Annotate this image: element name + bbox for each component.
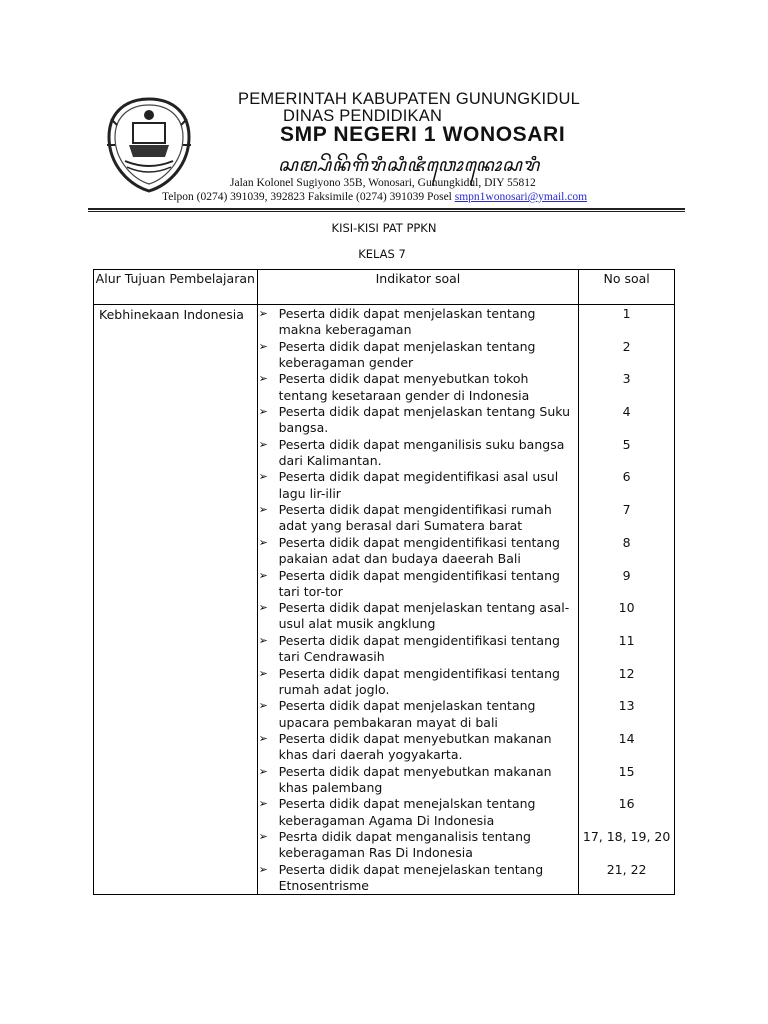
indicator-item [258,404,579,437]
contact-phone: Telpon (0274) 391039, 392823 Faksimile (0274) 391039 Posel [162,191,452,203]
javanese-script-name: ꦱꦩ꧀ꦥꦼꦤꦼꦒꦼꦫꦶꦱꦶꦗꦶꦮꦺꦴꦤꦺꦴꦱꦫꦶ [278,155,541,176]
question-number: 15 [618,763,635,779]
indicator-item [258,502,579,535]
arrow-bullet-icon: ➢ [258,764,268,778]
question-number: 14 [618,730,635,746]
regency-emblem-logo [103,95,195,195]
indicator-item [258,862,579,895]
indicator-list [258,305,579,894]
arrow-bullet-icon: ➢ [258,568,268,582]
class-label: KELAS 7 [358,247,406,261]
indicator-item [258,469,579,502]
arrow-bullet-icon: ➢ [258,307,268,320]
indicator-item [258,437,579,470]
indicator-text: Peserta didik dapat megidentifikasi asal usul lagu lir-ilir [278,469,559,501]
header-question-number: No soal [579,270,675,305]
number-cell [579,305,675,895]
indicator-item [258,568,579,601]
indicator-item [258,600,579,633]
question-number: 16 [618,796,635,812]
question-number: 21, 22 [606,861,647,877]
indicator-cell [257,305,579,895]
letterhead-rule-thin [88,211,685,212]
indicator-text: Peserta didik dapat menjelaskan tentang asal-usul alat musik angklung [278,600,570,632]
question-number: 9 [622,567,631,583]
indicator-item [258,633,579,666]
question-number: 17, 18, 19, 20 [582,829,671,844]
arrow-bullet-icon: ➢ [258,339,268,353]
email-link[interactable]: smpn1wonosari@ymail.com [454,191,588,203]
question-number: 5 [622,436,631,452]
question-number: 8 [622,534,631,550]
question-number: 11 [618,632,635,648]
question-number: 13 [618,698,635,714]
indicator-text: Peserta didik dapat menjelaskan tentang keberagaman gender [278,338,536,370]
arrow-bullet-icon: ➢ [258,372,268,386]
indicator-text: Peserta didik dapat menejelaskan tentang Etnosentrisme [278,861,544,893]
indicator-item [258,306,579,339]
indicator-item [258,339,579,372]
school-name: SMP NEGERI 1 WONOSARI [280,123,566,146]
department-name: DINAS PENDIDIKAN [283,107,443,125]
topic-label: Kebhinekaan Indonesia [99,307,244,322]
indicator-item [258,666,579,699]
letterhead-rule-thick [88,208,685,210]
school-address: Jalan Kolonel Sugiyono 35B, Wonosari, Gunungkidul, DIY 55812 [230,177,536,189]
indicator-text: Peserta didik dapat menyebutkan tokoh tentang kesetaraan gender di Indonesia [278,371,530,403]
school-contact [162,191,587,203]
arrow-bullet-icon: ➢ [258,666,268,680]
document-title: KISI-KISI PAT PPKN [331,221,437,235]
arrow-bullet-icon: ➢ [258,405,268,419]
topic-cell [94,305,258,895]
question-number: 12 [618,665,635,681]
arrow-bullet-icon: ➢ [258,633,268,647]
indicator-text: Peserta didik dapat menyebutkan makanan khas palembang [278,763,552,795]
indicator-text: Peserta didik dapat mengidentifikasi tentang tari Cendrawasih [278,632,560,665]
header-indicator: Indikator soal [257,270,579,305]
question-number-list [579,305,674,894]
indicator-text: Peserta didik dapat menejalskan tentang keberagaman Agama Di Indonesia [278,796,536,828]
arrow-bullet-icon: ➢ [258,503,268,517]
header-learning-path: Alur Tujuan Pembelajaran [94,270,258,305]
indicator-item [258,371,579,404]
arrow-bullet-icon: ➢ [258,437,268,451]
question-number: 3 [622,371,631,387]
question-number: 7 [622,502,631,518]
indicator-text: Peserta didik dapat menjelaskan tentang Suku bangsa. [278,404,571,436]
indicator-text: Peserta didik dapat menyebutkan makanan khas dari daerah yogyakarta. [278,730,552,763]
indicator-item [258,731,579,764]
government-name: PEMERINTAH KABUPATEN GUNUNGKIDUL [238,90,580,108]
indicator-text: Peserta didik dapat mengidentifikasi tentang rumah adat joglo. [278,665,560,697]
indicator-text: Peserta didik dapat mengidentifikasi tentang tari tor-tor [278,567,560,599]
arrow-bullet-icon: ➢ [258,601,268,615]
question-number: 10 [618,600,635,616]
indicator-item [258,698,579,731]
arrow-bullet-icon: ➢ [258,797,268,811]
table-header-row [94,270,675,305]
question-number: 2 [622,338,631,354]
indicator-item [258,829,579,862]
arrow-bullet-icon: ➢ [258,470,268,484]
question-number: 4 [622,404,631,420]
question-number: 6 [622,469,631,485]
indicator-text: Peserta didik dapat menganilisis suku bangsa dari Kalimantan. [278,436,565,469]
indicator-item [258,764,579,797]
arrow-bullet-icon: ➢ [258,699,268,713]
indicator-table [93,269,675,895]
indicator-text: Pesrta didik dapat menganalisis tentang keberagaman Ras Di Indonesia [278,829,531,861]
arrow-bullet-icon: ➢ [258,731,268,745]
indicator-text: Peserta didik dapat mengidentifikasi tentang pakaian adat dan budaya daeerah Bali [278,534,560,567]
arrow-bullet-icon: ➢ [258,862,268,876]
indicator-item [258,796,579,829]
question-number: 1 [622,306,631,321]
indicator-text: Peserta didik dapat mengidentifikasi rumah adat yang berasal dari Sumatera barat [278,502,552,534]
indicator-item [258,535,579,568]
table-row [94,305,675,895]
indicator-text: Peserta didik dapat menjelaskan tentang upacara pembakaran mayat di bali [278,698,536,730]
indicator-text: Peserta didik dapat menjelaskan tentang makna keberagaman [278,306,536,338]
arrow-bullet-icon: ➢ [258,830,268,843]
arrow-bullet-icon: ➢ [258,535,268,549]
